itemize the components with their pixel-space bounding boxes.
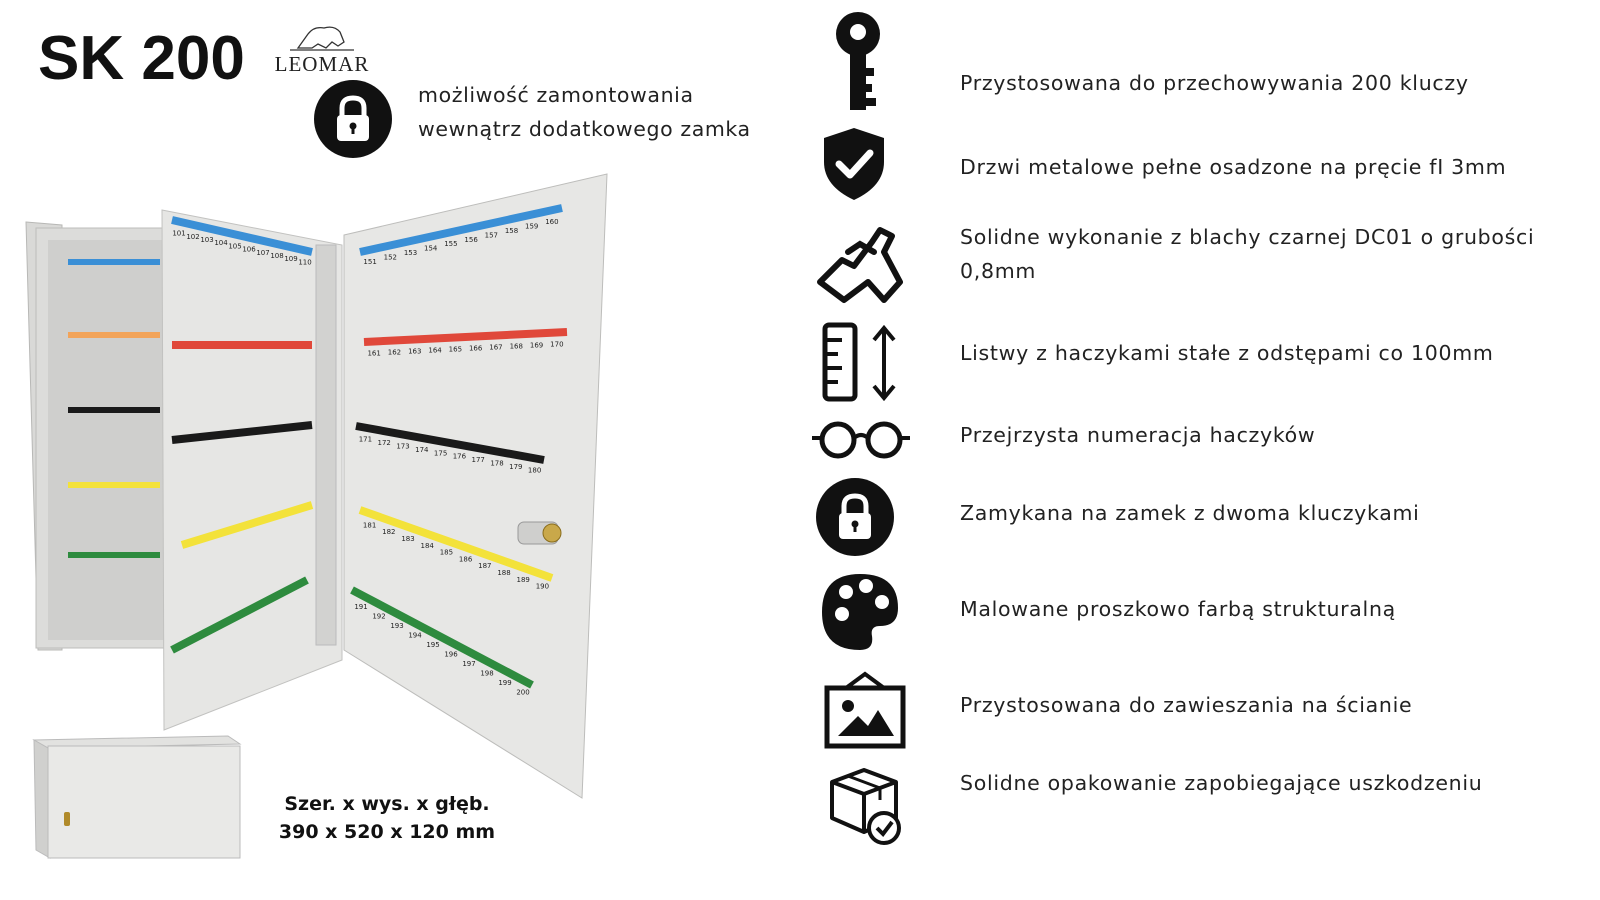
- palette-icon: [820, 572, 900, 656]
- hook-number: 176: [452, 452, 467, 461]
- hook-number: 160: [545, 218, 559, 227]
- brand-name: LEOMAR: [274, 52, 370, 76]
- dimensions-value: 390 x 520 x 120 mm: [278, 821, 496, 843]
- lock-icon: [314, 80, 392, 158]
- feature-line: Przystosowana do przechowywania 200 kluczy: [960, 71, 1469, 95]
- feature-text: [960, 418, 1315, 452]
- hook-number: 195: [426, 640, 440, 649]
- hook-number: 182: [382, 528, 396, 537]
- hook-number: 104: [214, 239, 228, 248]
- feature-line: Listwy z haczykami stałe z odstępami co 100mm: [960, 341, 1494, 365]
- hook-number: 107: [256, 248, 270, 257]
- hook-number: 156: [464, 235, 478, 244]
- glasses-icon: [812, 420, 910, 464]
- lock-note-line: wewnątrz dodatkowego zamka: [418, 117, 751, 141]
- hook-number: 155: [444, 240, 458, 249]
- feature-line: Drzwi metalowe pełne osadzone na pręcie fI 3mm: [960, 155, 1507, 179]
- hook-number: 188: [497, 569, 511, 577]
- feature-line: Zamykana na zamek z dwoma kluczykami: [960, 501, 1420, 525]
- hook-number: 177: [471, 456, 485, 465]
- hook-number: 162: [387, 348, 402, 357]
- hook-number: 187: [478, 562, 492, 571]
- hook-number: 194: [408, 631, 422, 640]
- hook-number: 196: [444, 650, 458, 659]
- lock-note: [418, 78, 751, 146]
- lock-icon: [816, 478, 894, 560]
- feature-line: Solidne opakowanie zapobiegające uszkodzeniu: [960, 771, 1483, 795]
- hook-number: 179: [509, 462, 523, 471]
- hook-number: 153: [403, 249, 418, 257]
- hook-number: 105: [228, 242, 242, 251]
- hook-number: 158: [504, 227, 519, 235]
- shield-check-icon: [822, 126, 886, 206]
- hook-number: 193: [390, 621, 404, 630]
- hook-number: 186: [458, 555, 473, 564]
- brand-logo: [268, 20, 376, 80]
- hook-number: 181: [362, 521, 377, 530]
- hook-number: 161: [367, 349, 381, 358]
- lion-icon: [268, 20, 376, 54]
- hook-number: 200: [516, 688, 530, 697]
- hook-number: 167: [489, 343, 503, 352]
- hook-number: 174: [415, 445, 429, 454]
- hook-number: 101: [172, 229, 186, 238]
- hook-number: 109: [284, 255, 298, 264]
- hook-number: 163: [408, 347, 422, 356]
- hook-number: 192: [372, 612, 386, 621]
- wall-picture-icon: [824, 670, 906, 754]
- hook-number: 110: [298, 258, 312, 267]
- hook-number: 199: [498, 678, 512, 687]
- hook-number: 151: [363, 257, 377, 266]
- lock-note-line: możliwość zamontowania: [418, 83, 694, 107]
- closed-cabinet-photo: [28, 730, 246, 860]
- hook-number: 152: [383, 253, 397, 262]
- feature-text: [960, 150, 1506, 184]
- hook-number: 180: [527, 466, 542, 475]
- dimensions-label: Szer. x wys. x głęb.: [284, 793, 490, 815]
- handshake-icon: [814, 222, 906, 308]
- hook-number: 102: [186, 232, 200, 241]
- feature-text: [960, 220, 1534, 288]
- feature-text: [960, 688, 1412, 722]
- hook-number: 103: [200, 236, 214, 244]
- package-check-icon: [828, 766, 904, 850]
- hook-number: 184: [420, 541, 434, 550]
- hook-number: 157: [484, 231, 498, 240]
- feature-line: Solidne wykonanie z blachy czarnej DC01 o grubości: [960, 225, 1535, 249]
- feature-line: 0,8mm: [960, 259, 1037, 283]
- hook-number: 168: [509, 342, 523, 351]
- feature-text: [960, 592, 1396, 626]
- feature-text: [960, 66, 1469, 100]
- key-icon: [830, 10, 886, 118]
- hook-number: 173: [396, 442, 410, 451]
- hook-number: 175: [433, 449, 448, 458]
- hook-number: 164: [428, 346, 442, 355]
- hook-number: 154: [424, 244, 438, 253]
- hook-number: 198: [480, 669, 494, 678]
- hook-number: 185: [439, 548, 454, 557]
- hook-number: 190: [535, 582, 550, 591]
- hook-number: 197: [462, 659, 476, 668]
- ruler-arrow-icon: [822, 322, 904, 408]
- hook-number: 169: [529, 341, 544, 350]
- model-title: SK 200: [38, 24, 245, 93]
- feature-line: Przejrzysta numeracja haczyków: [960, 423, 1316, 447]
- dimensions: [262, 790, 512, 846]
- hook-number: 165: [448, 345, 463, 354]
- hook-number: 189: [516, 575, 530, 584]
- feature-line: Malowane proszkowo farbą strukturalną: [960, 597, 1396, 621]
- hook-number: 178: [490, 459, 504, 468]
- hook-number: 108: [270, 252, 284, 260]
- hook-number: 191: [354, 602, 368, 611]
- feature-line: Przystosowana do zawieszania na ścianie: [960, 693, 1413, 717]
- hook-number: 172: [377, 439, 391, 448]
- hook-number: 106: [242, 245, 256, 254]
- hook-number: 183: [401, 535, 415, 543]
- hook-number: 166: [468, 344, 483, 353]
- hook-number: 171: [358, 435, 373, 444]
- feature-text: [960, 496, 1420, 530]
- hook-number: 170: [550, 340, 564, 349]
- hook-number: 159: [525, 222, 539, 231]
- feature-text: [960, 766, 1482, 800]
- feature-text: [960, 336, 1494, 370]
